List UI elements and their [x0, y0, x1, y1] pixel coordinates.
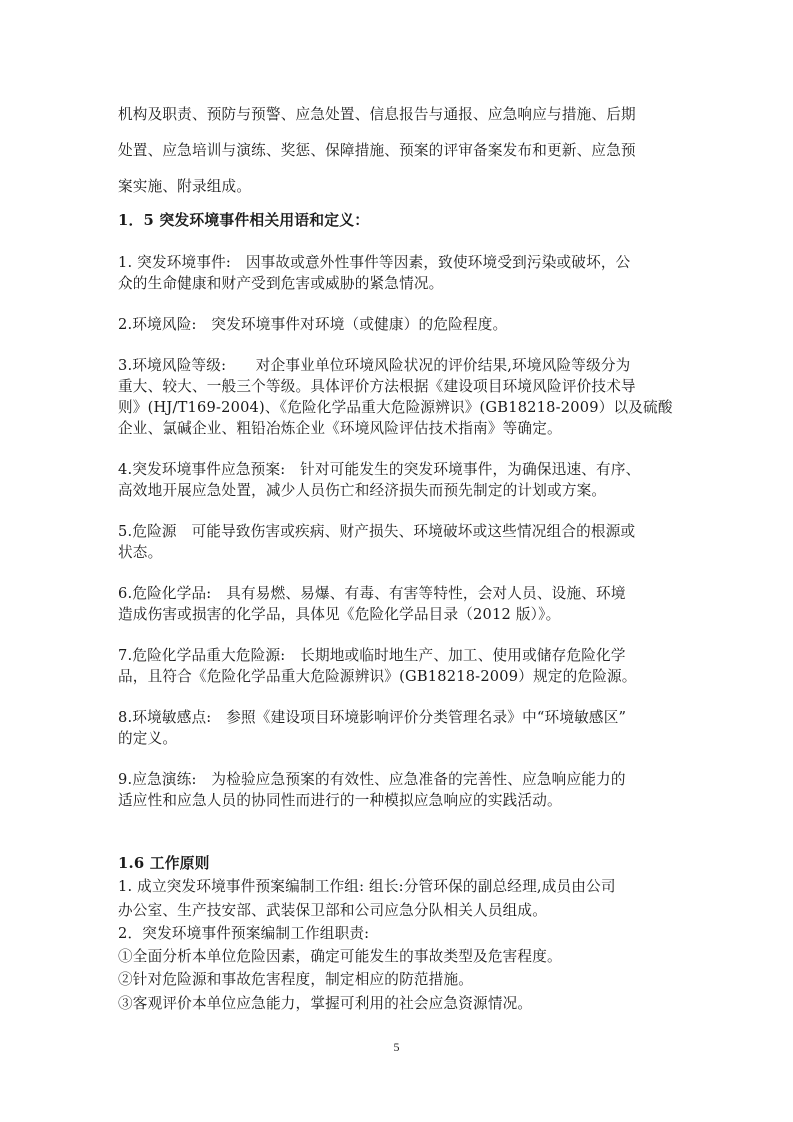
section-1-6: [118, 852, 678, 1015]
definition-item: [118, 521, 678, 563]
principle-line: 1. 成立突发环境事件预案编制工作组: 组长:分管环保的副总经理,成员由公司: [118, 878, 616, 896]
definition-item: [118, 707, 678, 749]
definition-line: 则》(HJ/T169-2004)、《危险化学品重大危险源辨识》(GB18218-2009）以及硫酸: [118, 399, 673, 416]
intro-paragraph: [118, 97, 678, 205]
definition-line: 8.环境敏感点: 参照《建设项目环境影响评价分类管理名录》中“环境敏感区”: [118, 709, 627, 726]
definition-item: [118, 314, 678, 335]
definition-line: 1. 突发环境事件: 因事故或意外性事件等因素，致使环境受到污染或破坏，公: [118, 254, 631, 271]
definition-line: 的定义。: [118, 730, 178, 747]
definition-item: [118, 459, 678, 501]
section-heading: 1.6 工作原则: [118, 855, 210, 872]
definition-line: 9.应急演练: 为检验应急预案的有效性、应急准备的完善性、应急响应能力的: [118, 771, 626, 788]
definition-line: 品，且符合《危险化学品重大危险源辨识》(GB18218-2009）规定的危险源。: [118, 668, 637, 685]
definition-item: [118, 769, 678, 811]
definition-item: [118, 645, 678, 687]
definition-line: 5.危险源 可能导致伤害或疾病、财产损失、环境破坏或这些情况组合的根源或: [118, 523, 636, 540]
definition-line: 4.突发环境事件应急预案: 针对可能发生的突发环境事件，为确保迅速、有序、: [118, 461, 641, 478]
definition-line: 适应性和应急人员的协同性而进行的一种模拟应急响应的实践活动。: [118, 792, 562, 809]
definition-line: 众的生命健康和财产受到危害或威胁的紧急情况。: [118, 275, 444, 292]
definition-item: [118, 252, 678, 294]
principle-line: ③客观评价本单位应急能力，掌握可利用的社会应急资源情况。: [118, 994, 533, 1012]
definition-line: 重大、较大、一般三个等级。具体评价方法根据《建设项目环境风险评价技术导: [118, 378, 636, 395]
section-heading: 1．5 突发环境事件相关用语和定义：: [118, 212, 370, 229]
page-number: 5: [393, 1040, 400, 1054]
definition-line: 高效地开展应急处置，减少人员伤亡和经济损失而预先制定的计划或方案。: [118, 482, 607, 499]
definition-line: 6.危险化学品: 具有易燃、易爆、有毒、有害等特性，会对人员、设施、环境: [118, 585, 626, 602]
intro-line: 机构及职责、预防与预警、应急处置、信息报告与通报、应急响应与措施、后期: [118, 106, 636, 123]
definition-line: 7.危险化学品重大危险源: 长期地或临时地生产、加工、使用或储存危险化学: [118, 647, 626, 664]
principle-line: ①全面分析本单位危险因素，确定可能发生的事故类型及危害程度。: [118, 948, 562, 966]
definition-line: 造成伤害或损害的化学品，具体见《危险化学品目录（2012 版）》。: [118, 606, 561, 623]
section-1-5: [118, 210, 678, 811]
definition-line: 企业、氯碱企业、粗铅冶炼企业《环境风险评估技术指南》等确定。: [118, 420, 562, 437]
principle-line: 2．突发环境事件预案编制工作组职责:: [118, 924, 370, 942]
intro-line: 处置、应急培训与演练、奖惩、保障措施、预案的评审备案发布和更新、应急预: [118, 142, 636, 159]
definition-item: [118, 355, 678, 439]
principle-line: ②针对危险源和事故危害程度，制定相应的防范措施。: [118, 971, 474, 989]
intro-line: 案实施、附录组成。: [118, 178, 252, 195]
definition-line: 状态。: [118, 544, 163, 561]
principle-line: 办公室、生产技安部、武装保卫部和公司应急分队相关人员组成。: [118, 901, 548, 919]
definition-line: 2.环境风险: 突发环境事件对环境（或健康）的危险程度。: [118, 316, 508, 333]
definition-line: 3.环境风险等级: 对企事业单位环境风险状况的评价结果,环境风险等级分为: [118, 357, 631, 374]
definition-item: [118, 583, 678, 625]
